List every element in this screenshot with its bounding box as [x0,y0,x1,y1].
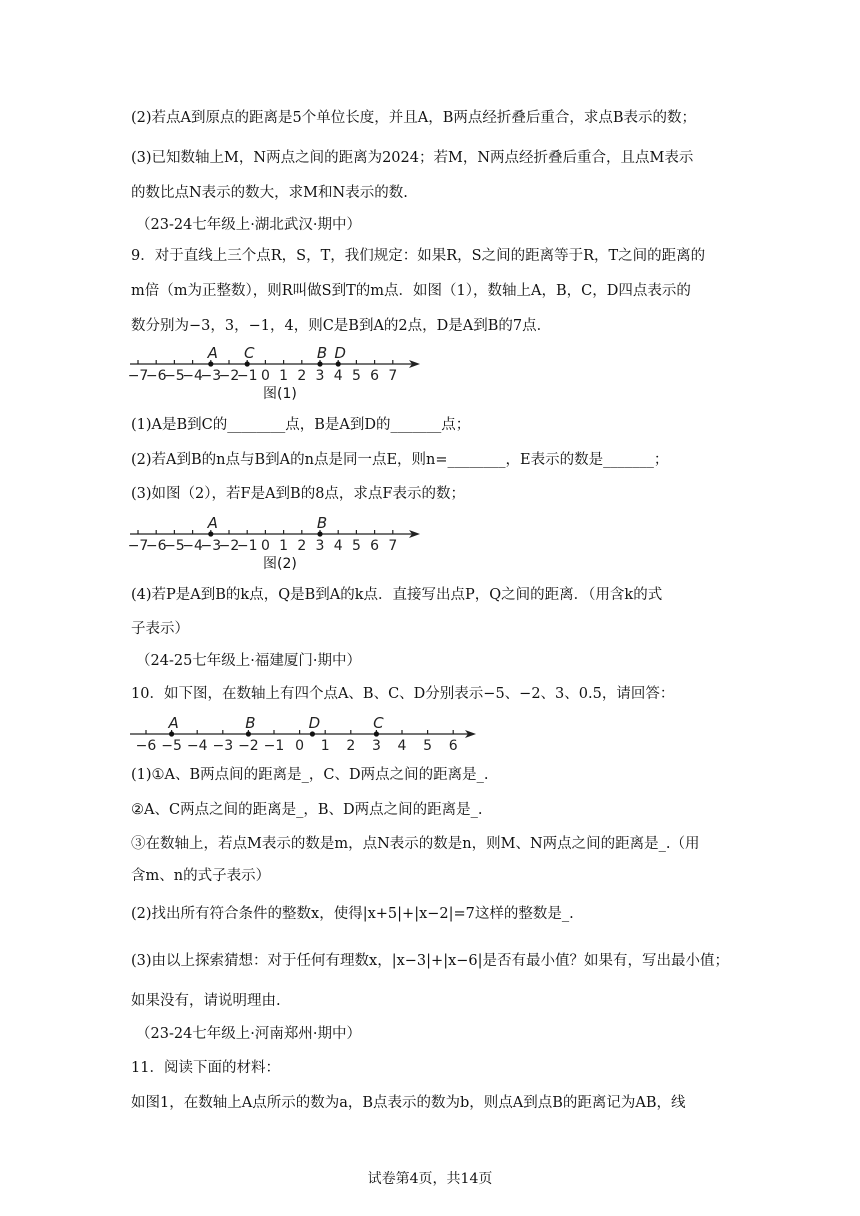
point-label: B [316,514,328,532]
tick-label: 7 [388,368,398,384]
figure-1-caption: 图(1) [263,386,297,402]
point-label: D [308,714,321,732]
source-tag-2: （24-25七年级上·福建厦门·期中） [136,653,362,669]
number-line-figure-3 [128,712,480,756]
tick-label: −2 [218,538,240,554]
tick-label: −6 [135,738,157,754]
number-line-figure-1 [128,342,424,386]
tick-label: −3 [200,538,222,554]
q10-part1-b: ②A、C两点之间的距离是_，B、D两点之间的距离是_. [131,802,483,818]
q10-part3-line2: 如果没有，请说明理由. [131,993,281,1009]
q9-stem-line3: 数分别为−3，3，−1，4，则C是B到A的2点，D是A到B的7点． [131,318,552,334]
tick-label: 6 [448,738,458,754]
point-label: B [316,344,328,362]
point-dot [245,361,250,366]
tick-label: −2 [238,738,259,754]
q11-material-line1: 如图1，在数轴上A点所示的数为a，B点表示的数为b，则点A到点B的距离记为AB，线 [131,1095,686,1111]
tick-label: 3 [371,738,381,754]
page-footer: 试卷第4页，共14页 [367,1171,493,1187]
point-label: A [207,344,218,362]
q8-part3-line1: (3)已知数轴上M，N两点之间的距离为2024；若M，N两点经折叠后重合，且点M表示 [131,150,694,166]
tick-label: 7 [388,538,398,554]
tick-label: −2 [218,368,240,384]
point-label: B [245,714,256,732]
tick-label: 4 [397,738,407,754]
tick-label: −5 [164,538,185,554]
q9-stem-line2: m倍（m为正整数），则R叫做S到T的m点．如图（1），数轴上A，B，C，D四点表示的 [131,283,691,299]
q10-stem: 10．如下图，在数轴上有四个点A、B、C、D分别表示−5、−2、3、0.5，请回答： [131,686,675,702]
q10-part1-c: ③在数轴上，若点M表示的数是m，点N表示的数是n，则M、N两点之间的距离是_.（用 [131,836,700,852]
point-dot [169,731,174,736]
tick-label: −3 [212,738,234,754]
tick-label: 5 [423,738,433,754]
point-dot [208,531,213,536]
number-line-svg [128,512,424,556]
tick-label: 3 [315,538,325,554]
tick-label: 4 [333,368,343,384]
point-label: A [168,714,179,732]
point-label: A [207,514,218,532]
number-line-figure-2 [128,512,424,556]
q9-stem-line1: 9．对于直线上三个点R，S，T，我们规定：如果R，S之间的距离等于R，T之间的距离的 [131,248,706,264]
q10-part2: (2)找出所有符合条件的整数x，使得|x+5|+|x−2|=7这样的整数是_. [131,906,574,922]
point-dot [310,731,315,736]
tick-label: 5 [351,538,361,554]
tick-label: 5 [351,368,361,384]
tick-label: −3 [200,368,222,384]
point-label: D [334,344,346,362]
point-dot [317,531,322,536]
point-dot [336,361,341,366]
point-label: C [243,344,255,362]
tick-label: −5 [164,368,185,384]
q9-part3: (3)如图（2），若F是A到B的8点，求点F表示的数； [131,486,465,502]
number-line-svg [128,342,424,386]
tick-label: 2 [297,368,307,384]
tick-label: −1 [263,738,285,754]
q9-part4-line2: 子表示） [131,621,189,637]
tick-label: −6 [145,538,167,554]
tick-label: 1 [279,368,289,384]
source-tag-1: （23-24七年级上·湖北武汉·期中） [136,217,362,233]
tick-label: 6 [370,368,380,384]
tick-label: 0 [260,538,270,554]
q10-part3-line1: (3)由以上探索猜想：对于任何有理数x，|x−3|+|x−6|是否有最小值？如果有，写出最小值； [131,953,730,969]
q10-part1-a: (1)①A、B两点间的距离是_，C、D两点之间的距离是_. [131,767,489,783]
point-dot [208,361,213,366]
tick-label: 3 [315,368,325,384]
q8-part3-line2: 的数比点N表示的数大，求M和N表示的数. [131,185,408,201]
point-dot [246,731,251,736]
tick-label: 1 [279,538,289,554]
tick-label: 4 [333,538,343,554]
q8-part2: (2)若点A到原点的距离是5个单位长度，并且A，B两点经折叠后重合，求点B表示的数； [131,110,697,126]
source-tag-3: （23-24七年级上·河南郑州·期中） [136,1026,362,1042]
tick-label: −7 [127,538,149,554]
tick-label: 2 [297,538,307,554]
figure-2-caption: 图(2) [263,556,297,572]
point-label: C [373,714,384,732]
tick-label: −4 [182,538,203,554]
tick-label: −6 [145,368,167,384]
q10-part1-d: 含m、n的式子表示） [131,868,271,884]
point-dot [374,731,379,736]
tick-label: −1 [236,538,258,554]
q9-part2: (2)若A到B的n点与B到A的n点是同一点E，则n=________，E表示的数是_______； [131,452,669,468]
tick-label: 0 [295,738,305,754]
tick-label: −4 [182,368,203,384]
number-line-svg [128,712,480,756]
tick-label: −7 [127,368,149,384]
tick-label: 2 [346,738,356,754]
tick-label: 0 [260,368,270,384]
tick-label: −5 [161,738,182,754]
q9-part4-line1: (4)若P是A到B的k点，Q是B到A的k点．直接写出点P，Q之间的距离．（用含k的式 [131,587,663,603]
point-dot [317,361,322,366]
q11-stem: 11．阅读下面的材料： [131,1060,280,1076]
tick-label: −4 [186,738,208,754]
tick-label: −1 [236,368,258,384]
tick-label: 1 [320,738,330,754]
q9-part1: (1)A是B到C的________点，B是A到D的_______点； [131,417,471,433]
tick-label: 6 [370,538,380,554]
